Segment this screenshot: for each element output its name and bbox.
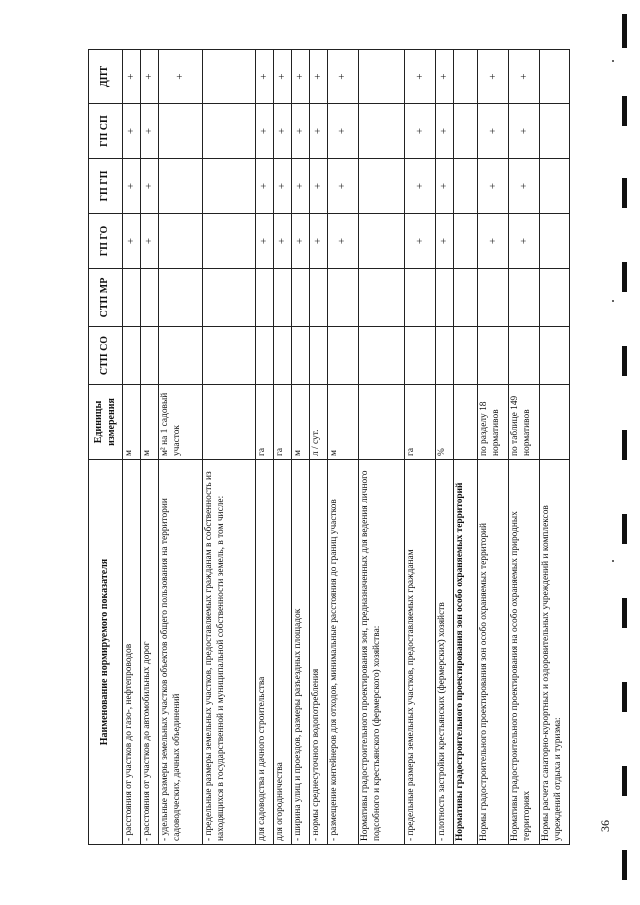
header-dpt: ДПТ [89,50,123,104]
row-name-cell: для садоводства и дачного строительства [256,460,274,845]
header-name: Наименование нормируемого показателя [89,460,123,845]
row-mark-cell: + [256,214,274,269]
row-mark-cell [203,214,256,269]
row-name-cell: - нормы среднесуточного водопотребления [310,460,328,845]
table-body [123,50,570,845]
row-mark-cell: + [310,50,328,104]
row-mark-cell [203,327,256,385]
row-mark-cell [159,214,203,269]
row-unit-cell [540,385,570,460]
row-mark-cell [540,327,570,385]
row-mark-cell [203,159,256,214]
row-name-cell: Нормативы градостроительного проектирования зон особо охраняемых территорий [454,460,478,845]
row-mark-cell: + [310,214,328,269]
table-row [454,50,478,845]
row-mark-cell: + [141,50,159,104]
row-mark-cell: + [123,50,141,104]
binding-mark [622,430,627,460]
row-unit-cell: л / сут. [310,385,328,460]
row-mark-cell [159,327,203,385]
row-name-cell: Нормативы градостроительного проектирования на особо охраняемых природных территориях [509,460,540,845]
row-name-cell: - плотность застройки крестьянских (фермерских) хозяйств [436,460,454,845]
row-mark-cell [454,104,478,159]
page-number: 36 [598,820,612,832]
header-gp-gp: ГП ГП [89,159,123,214]
row-mark-cell [509,327,540,385]
header-gp-go: ГП ГО [89,214,123,269]
row-mark-cell: + [328,159,359,214]
row-unit-cell: га [405,385,436,460]
table-row [540,50,570,845]
row-unit-cell [454,385,478,460]
row-mark-cell [292,327,310,385]
row-mark-cell [540,50,570,104]
row-name-cell: Нормы расчета санаторно-курортных и оздоровительных учреждений и комплексов учреждений отдыха и туризма: [540,460,570,845]
row-mark-cell: + [141,159,159,214]
row-mark-cell [159,159,203,214]
row-unit-cell: по таблице 149 нормативов [509,385,540,460]
row-mark-cell: + [141,104,159,159]
row-mark-cell [540,269,570,327]
row-mark-cell [203,269,256,327]
row-mark-cell [478,327,509,385]
row-name-cell: - расстояния от участков до газо-, нефтепроводов [123,460,141,845]
row-name-cell: Нормативы градостроительного проектирования зон, предназначенных для ведения личного подсобного и крестьянского (фермерского) хозяйства: [359,460,405,845]
row-mark-cell [141,327,159,385]
row-name-cell: для огородничества [274,460,292,845]
row-unit-cell: м² на 1 садовый участок [159,385,203,460]
table-row [328,50,359,845]
row-unit-cell: м [123,385,141,460]
header-stp-so: СТП СО [89,327,123,385]
row-mark-cell [203,50,256,104]
binding-mark [622,766,627,796]
scan-speck [612,60,614,62]
row-mark-cell: + [405,159,436,214]
row-mark-cell: + [436,104,454,159]
row-unit-cell: м [328,385,359,460]
row-mark-cell: + [328,214,359,269]
row-mark-cell [141,269,159,327]
row-mark-cell [436,269,454,327]
table-row [359,50,405,845]
row-mark-cell: + [123,104,141,159]
row-name-cell: - удельные размеры земельных участков объектов общего пользования на территории садоводческих, дачных объединений [159,460,203,845]
row-mark-cell [274,269,292,327]
row-mark-cell [328,327,359,385]
row-mark-cell [454,50,478,104]
row-mark-cell [256,327,274,385]
binding-mark [622,682,627,712]
row-mark-cell: + [256,50,274,104]
row-mark-cell [359,327,405,385]
header-unit: Единицы измерения [89,385,123,460]
row-name-cell: - предельные размеры земельных участков, предоставляемых гражданам в собственность из находящихся в государственной и муниципальной собственности земель, в том числе: [203,460,256,845]
binding-mark [622,262,627,292]
row-unit-cell: по разделу 18 нормативов [478,385,509,460]
row-mark-cell [328,269,359,327]
table-row [292,50,310,845]
row-mark-cell: + [405,50,436,104]
row-unit-cell: % [436,385,454,460]
row-mark-cell: + [405,214,436,269]
row-name-cell: - расстояния от участков до автомобильных дорог [141,460,159,845]
row-mark-cell [359,104,405,159]
row-mark-cell: + [310,159,328,214]
scan-speck [612,560,614,562]
row-unit-cell: га [256,385,274,460]
row-mark-cell [159,104,203,159]
row-mark-cell [405,269,436,327]
row-mark-cell [359,269,405,327]
table-row [203,50,256,845]
row-mark-cell [540,214,570,269]
binding-mark [622,346,627,376]
binding-mark [622,598,627,628]
binding-mark [622,178,627,208]
row-mark-cell: + [509,159,540,214]
norms-table [88,49,570,845]
row-mark-cell [405,327,436,385]
row-mark-cell: + [436,50,454,104]
row-mark-cell: + [292,50,310,104]
row-mark-cell [256,269,274,327]
row-mark-cell: + [405,104,436,159]
row-mark-cell: + [141,214,159,269]
row-mark-cell [540,104,570,159]
row-mark-cell [203,104,256,159]
row-name-cell: - размещение контейнеров для отходов, минимальные расстояния до границ участков [328,460,359,845]
row-unit-cell: м [292,385,310,460]
binding-mark [622,96,627,126]
row-mark-cell: + [274,104,292,159]
binding-mark [622,14,627,48]
row-mark-cell [436,327,454,385]
row-mark-cell [274,327,292,385]
header-gp-sp: ГП СП [89,104,123,159]
row-mark-cell: + [478,159,509,214]
row-mark-cell [123,327,141,385]
row-mark-cell: + [274,50,292,104]
row-mark-cell: + [478,214,509,269]
row-unit-cell [359,385,405,460]
table-row [123,50,141,845]
row-mark-cell: + [256,104,274,159]
row-unit-cell [203,385,256,460]
table-row [141,50,159,845]
row-mark-cell: + [274,159,292,214]
table-row [478,50,509,845]
row-mark-cell [359,50,405,104]
table-row [274,50,292,845]
binding-mark [622,514,627,544]
row-mark-cell: + [509,50,540,104]
row-mark-cell [123,269,141,327]
table-row [436,50,454,845]
row-mark-cell: + [328,50,359,104]
row-mark-cell: + [159,50,203,104]
row-unit-cell: м [141,385,159,460]
row-mark-cell: + [274,214,292,269]
row-mark-cell: + [436,159,454,214]
row-mark-cell: + [478,50,509,104]
binding-mark [622,850,627,880]
row-mark-cell: + [509,214,540,269]
row-mark-cell [454,327,478,385]
row-mark-cell [540,159,570,214]
header-stp-mr: СТП МР [89,269,123,327]
row-mark-cell [310,327,328,385]
table-row [256,50,274,845]
table-row [310,50,328,845]
row-mark-cell: + [328,104,359,159]
row-mark-cell: + [292,104,310,159]
row-name-cell: - предельные размеры земельных участков, предоставляемых гражданам [405,460,436,845]
row-mark-cell: + [123,214,141,269]
scan-speck [612,300,614,302]
row-mark-cell [454,214,478,269]
row-mark-cell: + [436,214,454,269]
row-mark-cell: + [123,159,141,214]
row-mark-cell [509,269,540,327]
row-mark-cell [292,269,310,327]
row-mark-cell [310,269,328,327]
row-mark-cell: + [292,214,310,269]
table-row [509,50,540,845]
row-unit-cell: га [274,385,292,460]
row-name-cell: - ширина улиц и проездов, размеры разъездных площадок [292,460,310,845]
row-mark-cell [359,159,405,214]
row-mark-cell: + [509,104,540,159]
row-mark-cell: + [292,159,310,214]
row-mark-cell [454,159,478,214]
rotated-table-container [88,50,570,845]
row-mark-cell: + [478,104,509,159]
table-header-row [89,50,123,845]
row-mark-cell [454,269,478,327]
row-mark-cell [359,214,405,269]
row-name-cell: Нормы градостроительного проектирования зон особо охраняемых территорий [478,460,509,845]
table-row [159,50,203,845]
table-row [405,50,436,845]
row-mark-cell [478,269,509,327]
row-mark-cell [159,269,203,327]
row-mark-cell: + [256,159,274,214]
row-mark-cell: + [310,104,328,159]
